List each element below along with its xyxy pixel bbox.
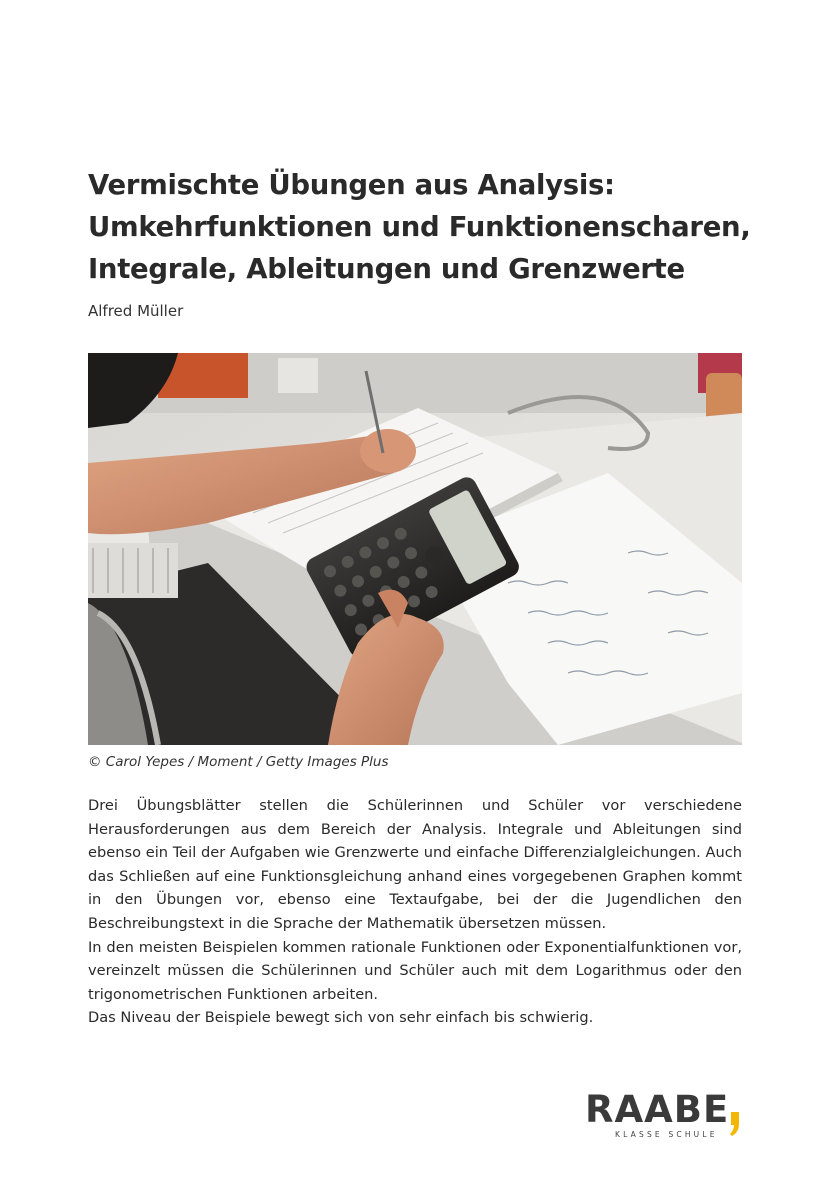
title-line-1: Vermischte Übungen aus Analysis:: [88, 169, 615, 201]
description-text: [88, 794, 742, 1030]
description-paragraph-1: Drei Übungsblätter stellen die Schülerinnen und Schüler vor verschiedene Herausforderungen aus dem Bereich der Analysis. Integrale und Ableitungen sind ebenso ein Teil der Aufgaben wie Grenzwerte und einfache Differenzialgleichungen. Auch das Schließen auf eine Funktionsgleichung anhand eines vorgegebenen Graphen kommt in den Übungen vor, ebenso eine Textaufgabe, bei der die Jugendlichen den Beschreibungstext in die Sprache der Mathematik übersetzen müssen.: [88, 797, 742, 932]
author-name: Alfred Müller: [88, 302, 184, 320]
image-credit: © Carol Yepes / Moment / Getty Images Plus: [88, 754, 389, 770]
description-paragraph-3: Das Niveau der Beispiele bewegt sich von sehr einfach bis schwierig.: [88, 1009, 594, 1027]
title-line-2: Umkehrfunktionen und Funktionenscharen,: [88, 211, 751, 243]
logo-tagline: KLASSE SCHULE: [615, 1130, 718, 1139]
title-line-3: Integrale, Ableitungen und Grenzwerte: [88, 253, 685, 285]
document-title: [88, 164, 768, 290]
logo-comma-icon: [730, 1112, 740, 1136]
description-paragraph-2: In den meisten Beispielen kommen rationale Funktionen oder Exponentialfunktionen vor, vereinzelt müssen die Schülerinnen und Schüler auch mit dem Logarithmus oder den trigonometrischen Funktionen arbeiten.: [88, 938, 742, 1003]
logo-wordmark: RAABE: [585, 1088, 730, 1131]
raabe-logo: [585, 1090, 745, 1140]
cover-photo: [88, 353, 742, 745]
